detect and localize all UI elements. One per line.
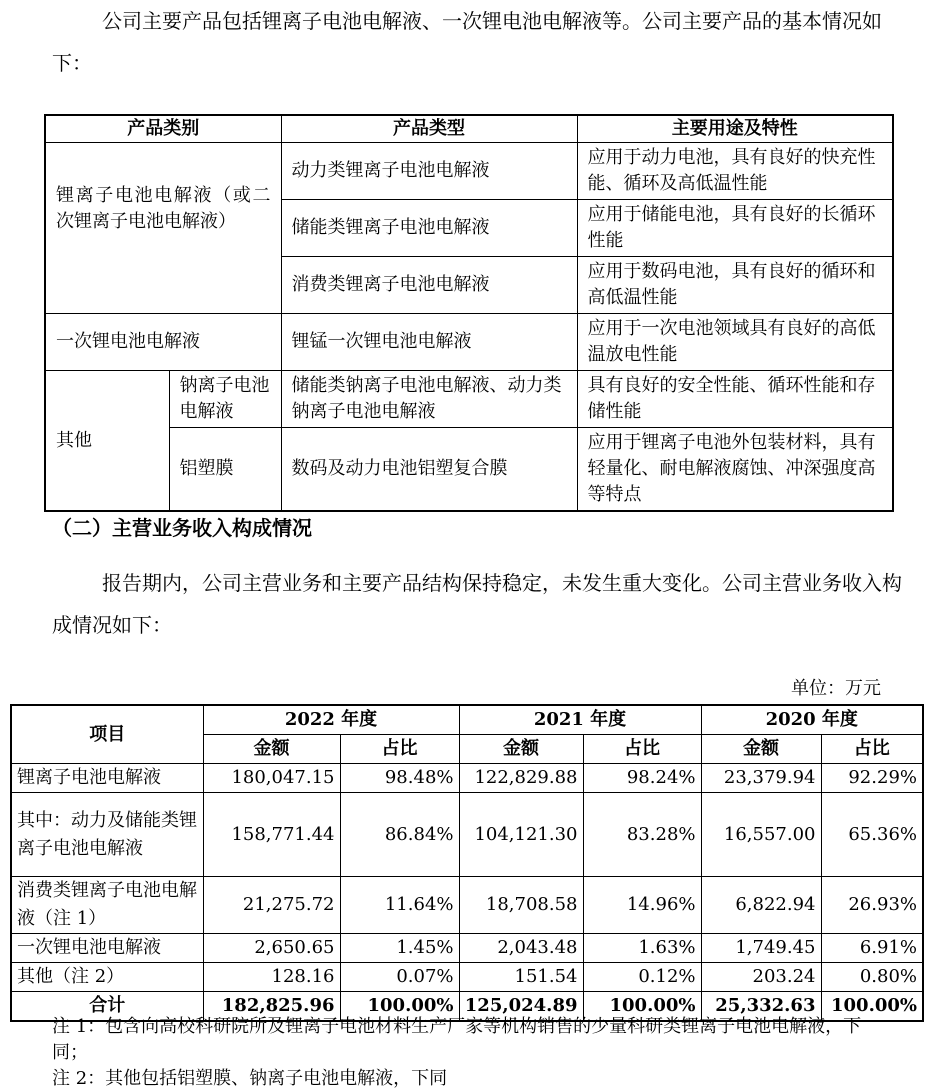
row-label: 消费类锂离子电池电解液（注 1） xyxy=(11,877,203,934)
value-cell: 26.93% xyxy=(821,877,923,934)
type-cell: 动力类锂离子电池电解液 xyxy=(281,143,577,200)
value-cell: 92.29% xyxy=(821,764,923,793)
body-paragraph: 报告期内，公司主营业务和主要产品结构保持稳定，未发生重大变化。公司主营业务收入构成情况如下： xyxy=(52,571,902,637)
type-cell: 数码及动力电池铝塑复合膜 xyxy=(281,428,577,512)
usage-cell: 应用于数码电池，具有良好的循环和高低温性能 xyxy=(577,257,893,314)
header-share: 占比 xyxy=(340,735,459,764)
value-cell: 0.12% xyxy=(583,963,701,992)
usage-cell: 具有良好的安全性能、循环性能和存储性能 xyxy=(577,371,893,428)
row-label: 其中：动力及储能类锂离子电池电解液 xyxy=(11,793,203,877)
header-category: 产品类别 xyxy=(45,115,281,143)
row-label: 锂离子电池电解液 xyxy=(11,764,203,793)
value-cell: 2,650.65 xyxy=(203,934,340,963)
usage-cell: 应用于动力电池，具有良好的快充性能、循环及高低温性能 xyxy=(577,143,893,200)
value-cell: 0.07% xyxy=(340,963,459,992)
header-amount: 金额 xyxy=(203,735,340,764)
subcategory-cell: 铝塑膜 xyxy=(169,428,281,512)
value-cell: 100.00% xyxy=(821,992,923,1022)
value-cell: 86.84% xyxy=(340,793,459,877)
subcategory-cell: 钠离子电池电解液 xyxy=(169,371,281,428)
value-cell: 100.00% xyxy=(583,992,701,1022)
product-table xyxy=(44,114,894,512)
usage-cell: 应用于储能电池，具有良好的长循环性能 xyxy=(577,200,893,257)
footnotes xyxy=(52,1014,892,1092)
value-cell: 180,047.15 xyxy=(203,764,340,793)
value-cell: 182,825.96 xyxy=(203,992,340,1022)
header-usage: 主要用途及特性 xyxy=(577,115,893,143)
type-cell: 消费类锂离子电池电解液 xyxy=(281,257,577,314)
table-row xyxy=(45,371,893,428)
header-year: 2022 年度 xyxy=(203,705,459,735)
header-amount: 金额 xyxy=(459,735,583,764)
value-cell: 104,121.30 xyxy=(459,793,583,877)
value-cell: 6,822.94 xyxy=(701,877,821,934)
header-item: 项目 xyxy=(11,705,203,764)
value-cell: 2,043.48 xyxy=(459,934,583,963)
type-cell: 储能类钠离子电池电解液、动力类钠离子电池电解液 xyxy=(281,371,577,428)
usage-cell: 应用于一次电池领域具有良好的高低温放电性能 xyxy=(577,314,893,371)
table-row xyxy=(45,428,893,512)
revenue-table xyxy=(10,704,924,1022)
footnote: 注 1：包含向高校科研院所及锂离子电池材料生产厂家等机构销售的少量科研类锂离子电池电解液，下同； xyxy=(52,1016,862,1063)
header-year: 2020 年度 xyxy=(701,705,923,735)
value-cell: 1.45% xyxy=(340,934,459,963)
value-cell: 83.28% xyxy=(583,793,701,877)
table-row xyxy=(45,143,893,200)
table-row xyxy=(11,793,923,877)
value-cell: 21,275.72 xyxy=(203,877,340,934)
header-share: 占比 xyxy=(583,735,701,764)
unit-label: 单位：万元 xyxy=(791,678,881,699)
value-cell: 6.91% xyxy=(821,934,923,963)
value-cell: 100.00% xyxy=(340,992,459,1022)
value-cell: 16,557.00 xyxy=(701,793,821,877)
value-cell: 98.48% xyxy=(340,764,459,793)
table-row xyxy=(11,764,923,793)
row-label: 其他（注 2） xyxy=(11,963,203,992)
value-cell: 128.16 xyxy=(203,963,340,992)
value-cell: 0.80% xyxy=(821,963,923,992)
value-cell: 18,708.58 xyxy=(459,877,583,934)
table-header-row xyxy=(45,115,893,143)
value-cell: 14.96% xyxy=(583,877,701,934)
intro-paragraph: 公司主要产品包括锂离子电池电解液、一次锂电池电解液等。公司主要产品的基本情况如下： xyxy=(52,9,882,75)
category-cell: 锂离子电池电解液（或二次锂离子电池电解液） xyxy=(45,143,281,314)
value-cell: 1.63% xyxy=(583,934,701,963)
row-label: 一次锂电池电解液 xyxy=(11,934,203,963)
value-cell: 125,024.89 xyxy=(459,992,583,1022)
header-type: 产品类型 xyxy=(281,115,577,143)
value-cell: 11.64% xyxy=(340,877,459,934)
value-cell: 203.24 xyxy=(701,963,821,992)
footnote: 注 2：其他包括铝塑膜、钠离子电池电解液，下同 xyxy=(52,1068,448,1089)
row-label: 合计 xyxy=(11,992,203,1022)
usage-cell: 应用于锂离子电池外包装材料，具有轻量化、耐电解液腐蚀、冲深强度高等特点 xyxy=(577,428,893,512)
value-cell: 158,771.44 xyxy=(203,793,340,877)
value-cell: 25,332.63 xyxy=(701,992,821,1022)
value-cell: 65.36% xyxy=(821,793,923,877)
table-row xyxy=(11,963,923,992)
value-cell: 98.24% xyxy=(583,764,701,793)
header-amount: 金额 xyxy=(701,735,821,764)
header-share: 占比 xyxy=(821,735,923,764)
table-row xyxy=(45,314,893,371)
category-cell: 其他 xyxy=(45,371,169,512)
table-row xyxy=(11,934,923,963)
year-header-row xyxy=(11,705,923,735)
value-cell: 23,379.94 xyxy=(701,764,821,793)
value-cell: 122,829.88 xyxy=(459,764,583,793)
header-year: 2021 年度 xyxy=(459,705,701,735)
category-cell: 一次锂电池电解液 xyxy=(45,314,281,371)
type-cell: 锂锰一次锂电池电解液 xyxy=(281,314,577,371)
table-row xyxy=(11,877,923,934)
section-heading: （二）主营业务收入构成情况 xyxy=(52,516,312,540)
type-cell: 储能类锂离子电池电解液 xyxy=(281,200,577,257)
value-cell: 1,749.45 xyxy=(701,934,821,963)
value-cell: 151.54 xyxy=(459,963,583,992)
